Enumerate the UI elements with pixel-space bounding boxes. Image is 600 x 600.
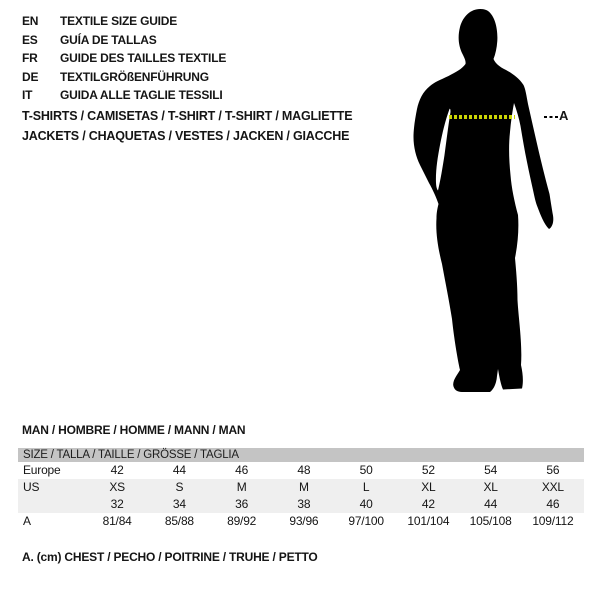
language-code: EN [22, 14, 39, 28]
size-row-label [18, 496, 86, 513]
size-cell: 85/88 [164, 514, 194, 528]
size-cell: 36 [235, 497, 249, 511]
size-row-label: US [23, 480, 40, 494]
size-cell: 42 [110, 463, 124, 477]
size-table-row [18, 496, 584, 513]
size-cell: XS [109, 480, 125, 494]
language-guide-title: GUÍA DE TALLAS [60, 32, 157, 47]
language-code: IT [22, 88, 33, 103]
size-cell: 42 [421, 497, 435, 511]
language-code: FR [22, 51, 38, 66]
chest-measure-dashed-line [449, 115, 515, 119]
size-cell: 50 [359, 463, 373, 477]
language-guide-title: GUIDE DES TAILLES TEXTILE [60, 51, 227, 66]
product-category-list [22, 107, 352, 146]
language-row [22, 31, 226, 50]
language-row [22, 12, 226, 31]
size-cell: M [298, 480, 309, 494]
size-cell: 46 [235, 463, 249, 477]
size-cell: 38 [297, 497, 311, 511]
size-cell: L [362, 480, 370, 494]
size-table-header: SIZE / TALLA / TAILLE / GRÖSSE / TAGLIA [18, 448, 584, 462]
size-cell: 34 [172, 497, 186, 511]
size-cell: XL [483, 480, 498, 494]
size-cell: 32 [110, 497, 124, 511]
size-table-row [18, 513, 584, 530]
size-cell: 101/104 [407, 514, 450, 528]
size-cell: 40 [359, 497, 373, 511]
size-row-label: A [23, 514, 31, 528]
size-table-row [18, 479, 584, 496]
size-cell: 81/84 [102, 514, 132, 528]
size-cell: S [175, 480, 184, 494]
product-category-line: JACKETS / CHAQUETAS / VESTES / JACKEN / GIACCHE [22, 128, 350, 143]
size-cell: 105/108 [469, 514, 512, 528]
size-cell: 93/96 [289, 514, 319, 528]
language-row [22, 49, 226, 68]
language-code: DE [22, 69, 39, 84]
size-cell: M [236, 480, 247, 494]
size-cell: XL [421, 480, 436, 494]
language-row [22, 68, 226, 87]
language-guide-title: TEXTILGRÖßENFÜHRUNG [60, 69, 209, 84]
language-row [22, 86, 226, 105]
man-silhouette-figure [410, 8, 600, 398]
size-row-label: Europe [23, 463, 61, 477]
measure-label-a: A [559, 108, 569, 123]
measure-leader-dashes [544, 116, 559, 118]
product-category-line: T-SHIRTS / CAMISETAS / T-SHIRT / T-SHIRT / MAGLIETTE [22, 109, 353, 123]
language-guide-title: GUIDA ALLE TAGLIE TESSILI [60, 88, 223, 103]
size-cell: XXL [541, 480, 564, 494]
size-table-row [18, 462, 584, 479]
size-table [18, 448, 584, 530]
size-cell: 89/92 [227, 514, 257, 528]
language-guide-title: TEXTILE SIZE GUIDE [60, 14, 178, 28]
size-cell: 46 [546, 497, 560, 511]
size-cell: 44 [172, 463, 186, 477]
size-cell: 109/112 [532, 514, 574, 528]
man-silhouette-icon [410, 8, 567, 393]
section-title: MAN / HOMBRE / HOMME / MANN / MAN [22, 423, 246, 437]
measurement-footnote: A. (cm) CHEST / PECHO / POITRINE / TRUHE / PETTO [22, 550, 318, 564]
size-cell: 52 [421, 463, 435, 477]
size-cell: 44 [484, 497, 498, 511]
size-cell: 97/100 [348, 514, 384, 528]
size-cell: 48 [297, 463, 311, 477]
size-table-body [18, 462, 584, 530]
size-cell: 56 [546, 463, 560, 477]
size-cell: 54 [484, 463, 498, 477]
language-code: ES [22, 32, 38, 47]
language-list [22, 12, 226, 105]
